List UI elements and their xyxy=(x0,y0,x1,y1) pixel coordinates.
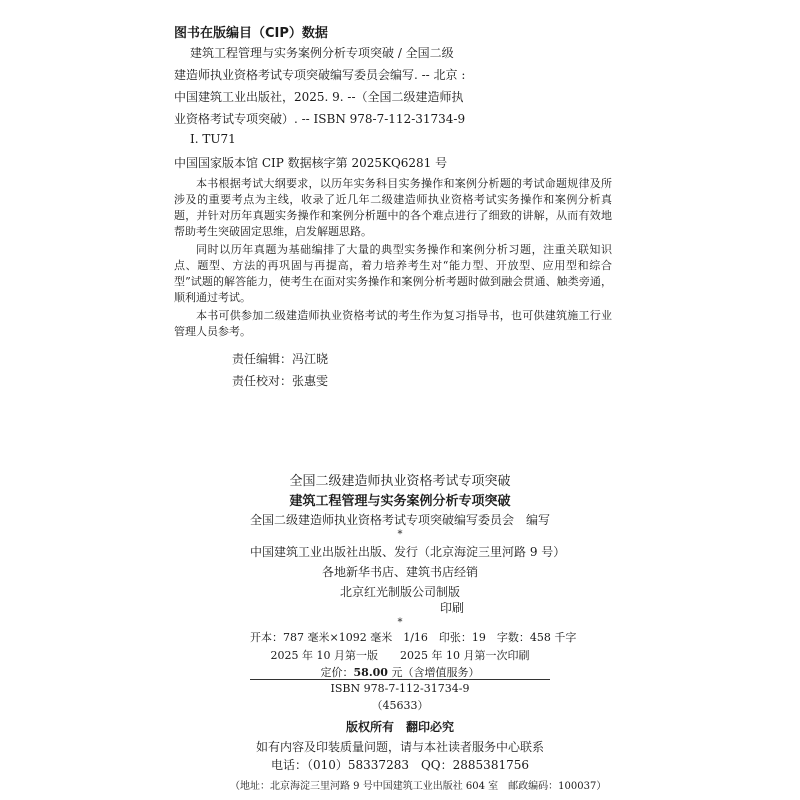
star-separator: * xyxy=(397,529,403,540)
price-label: 定价： xyxy=(320,666,354,679)
responsible-proofreader: 责任校对：张惠雯 xyxy=(232,374,329,388)
colophon-publisher: 中国建筑工业出版社出版、发行（北京海淀三里河路 9 号） xyxy=(250,545,566,559)
description-paragraph: 本书可供参加二级建造师执业资格考试的考生作为复习指导书，也可供建筑施工行业管理人员参考。 xyxy=(174,309,612,338)
book-description xyxy=(174,176,612,342)
colophon-edition: 2025 年 10 月第一版 2025 年 10 月第一次印刷 xyxy=(270,649,530,662)
cip-line: 中国建筑工业出版社，2025. 9. --（全国二级建造师执 xyxy=(174,90,464,104)
cip-line: 建筑工程管理与实务案例分析专项突破 / 全国二级 xyxy=(190,46,454,60)
colophon-author: 全国二级建造师执业资格考试专项突破编写委员会 编写 xyxy=(250,513,551,527)
colophon-phone: 电话：（010）58337283 QQ：2885381756 xyxy=(270,758,529,772)
description-paragraph: 本书根据考试大纲要求，以历年实务科目实务操作和案例分析题的考试命题规律及所涉及的重要考点为主线，收录了近几年二级建造师执业资格考试实务操作和案例分析真题，并针对历年真题实务操作和案例分析题中的各个难点进行了细致的讲解，从而有效地帮助考生突破固定思维，启发解题思路。 xyxy=(174,177,612,238)
colophon-series: 全国二级建造师执业资格考试专项突破 xyxy=(289,474,511,489)
description-paragraph: 同时以历年真题为基础编排了大量的典型实务操作和案例分析习题，注重关联知识点、题型、方法的再巩固与再提高，着力培养考生对“能力型、开放型、应用型和综合型”试题的解答能力，使考生在面对实务操作和案例分析考题时做到融会贯通、触类旁通，顺利通过考试。 xyxy=(174,243,612,304)
cip-title: 图书在版编目（CIP）数据 xyxy=(174,26,328,41)
price-value: 58.00 xyxy=(353,666,388,679)
colophon-rights: 版权所有 翻印必究 xyxy=(345,720,454,734)
colophon-code: （45633） xyxy=(371,699,429,712)
colophon-title: 建筑工程管理与实务案例分析专项突破 xyxy=(289,494,511,509)
colophon-typesetter: 北京红光制版公司制版 xyxy=(339,585,460,599)
colophon-address: （地址：北京海淀三里河路 9 号中国建筑工业出版社 604 室 邮政编码：100037） xyxy=(230,781,607,792)
colophon-distributor: 各地新华书店、建筑书店经销 xyxy=(321,565,478,579)
star-separator: * xyxy=(397,617,403,628)
colophon-printer: 印刷 xyxy=(440,601,465,615)
cip-line: 建造师执业资格考试专项突破编写委员会编写. -- 北京 : xyxy=(174,68,466,82)
divider xyxy=(250,679,550,680)
cip-line: 中国国家版本馆 CIP 数据核字第 2025KQ6281 号 xyxy=(174,156,448,170)
price-suffix: 元（含增值服务） xyxy=(387,666,480,679)
colophon-quality-notice: 如有内容及印装质量问题，请与本社读者服务中心联系 xyxy=(255,740,544,754)
responsible-editor: 责任编辑：冯江晓 xyxy=(232,352,329,366)
cip-line: Ⅰ. TU71 xyxy=(190,132,236,146)
colophon-specs: 开本：787 毫米×1092 毫米 1/16 印张：19 字数：458 千字 xyxy=(250,631,577,644)
cip-line: 业资格考试专项突破）. -- ISBN 978-7-112-31734-9 xyxy=(174,112,466,126)
colophon-price xyxy=(250,664,550,680)
colophon-isbn: ISBN 978-7-112-31734-9 xyxy=(330,682,470,695)
